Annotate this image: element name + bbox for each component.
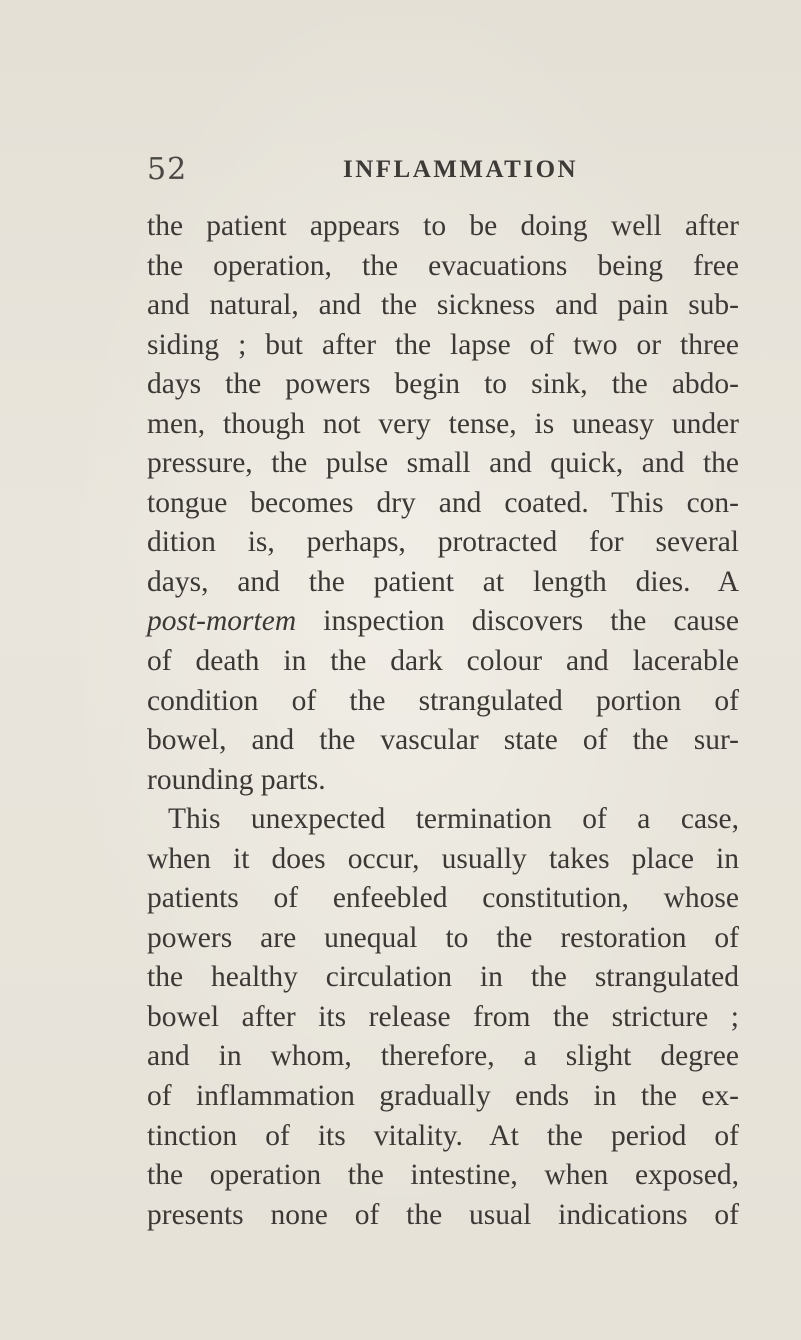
text-line: patients of enfeebled constitution, whose — [147, 882, 739, 915]
text-line: men, though not very tense, is uneasy under — [147, 407, 739, 440]
text-line: and natural, and the sickness and pain sub- — [147, 289, 739, 322]
body-text — [147, 207, 739, 1235]
text-line: the operation, the evacuations being free — [147, 249, 739, 282]
text-line: siding ; but after the lapse of two or three — [147, 328, 739, 361]
text-line: the operation the intestine, when exposed, — [147, 1159, 739, 1192]
text-line: bowel after its release from the stricture ; — [147, 1000, 739, 1033]
text-line: presents none of the usual indications of — [147, 1198, 739, 1231]
text-line: when it does occur, usually takes place in — [147, 842, 739, 875]
text-line: the healthy circulation in the strangulated — [147, 961, 739, 994]
text-line: and in whom, therefore, a slight degree — [147, 1040, 739, 1073]
text-line: powers are unequal to the restoration of — [147, 921, 739, 954]
text-line: tinction of its vitality. At the period of — [147, 1119, 739, 1152]
page-number: 52 — [147, 152, 188, 187]
running-head — [147, 152, 737, 192]
text-line: rounding parts. — [147, 763, 326, 796]
text-line: tongue becomes dry and coated. This con- — [147, 486, 739, 519]
text-line: This unexpected termination of a case, — [168, 803, 739, 836]
text-line: of death in the dark colour and lacerable — [147, 645, 739, 678]
text-line-rest: inspection discovers the cause — [296, 605, 739, 638]
text-line — [147, 602, 739, 642]
text-line: dition is, perhaps, protracted for several — [147, 526, 739, 559]
text-line: days the powers begin to sink, the abdo- — [147, 368, 739, 401]
text-line: condition of the strangulated portion of — [147, 684, 739, 717]
text-line: bowel, and the vascular state of the sur- — [147, 724, 739, 757]
text-line: the patient appears to be doing well after — [147, 210, 739, 242]
text-line: days, and the patient at length dies. A — [147, 565, 739, 598]
text-line: of inflammation gradually ends in the ex- — [147, 1080, 739, 1113]
italic-term: post-mortem — [147, 605, 297, 638]
text-line: pressure, the pulse small and quick, and the — [147, 447, 739, 480]
running-title: INFLAMMATION — [343, 156, 579, 183]
